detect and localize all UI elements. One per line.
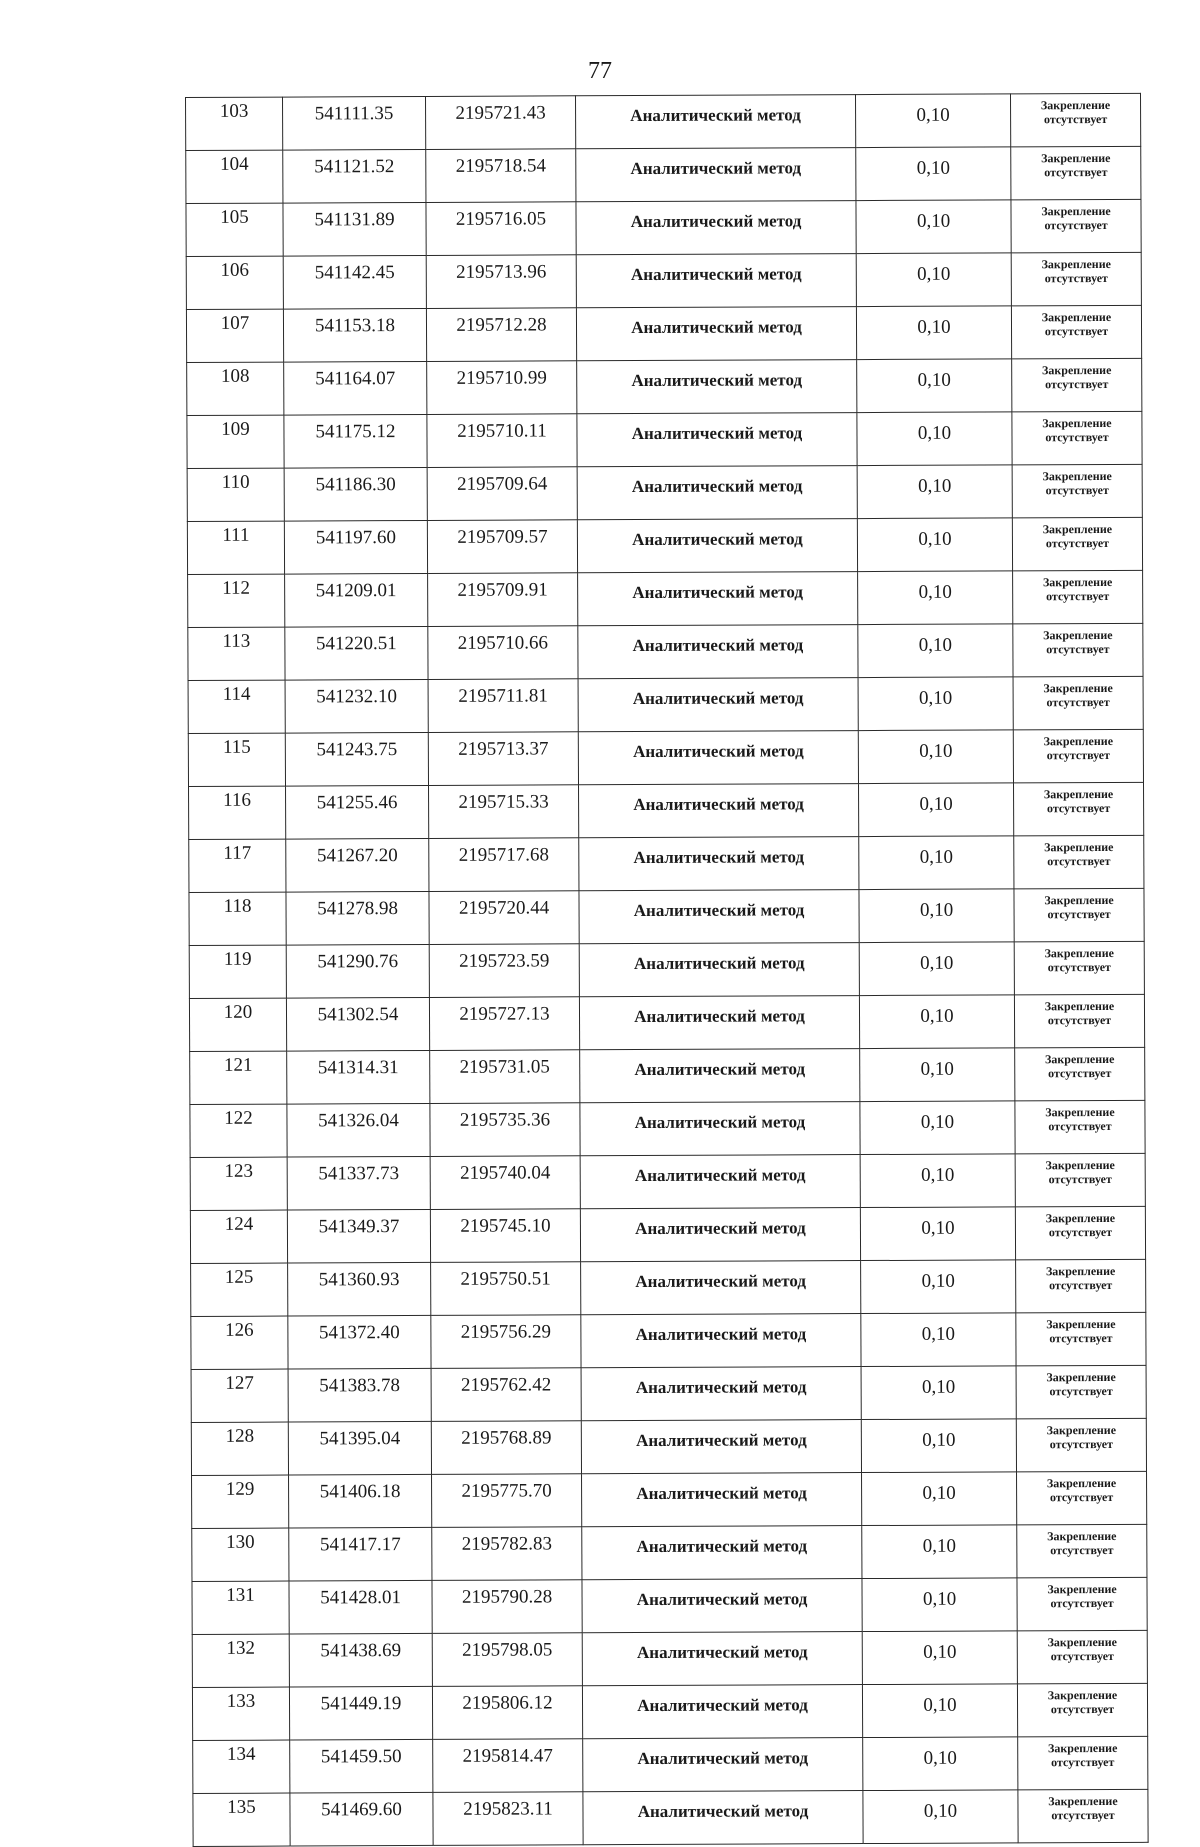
method-cell: Аналитический метод [582,1526,862,1580]
fixing-cell: Закрепление отсутствует [1013,729,1143,783]
x-coordinate-cell: 541209.01 [285,573,428,627]
y-coordinate-cell: 2195768.89 [431,1421,581,1475]
table-row [192,1471,1147,1528]
point-number-cell: 109 [187,415,284,468]
y-coordinate-cell: 2195710.11 [427,414,577,468]
y-coordinate-cell: 2195709.91 [428,573,578,627]
accuracy-cell: 0,10 [863,1737,1018,1791]
method-cell: Аналитический метод [583,1738,863,1792]
accuracy-cell: 0,10 [860,1101,1015,1155]
method-cell: Аналитический метод [576,307,856,361]
point-number-cell: 104 [186,150,283,203]
fixing-cell: Закрепление отсутствует [1017,1630,1147,1684]
y-coordinate-cell: 2195710.99 [427,361,577,415]
point-number-cell: 128 [191,1422,288,1475]
x-coordinate-cell: 541302.54 [286,997,429,1051]
table-row [192,1683,1147,1740]
x-coordinate-cell: 541175.12 [284,414,427,468]
x-coordinate-cell: 541243.75 [285,732,428,786]
method-cell: Аналитический метод [580,1155,860,1209]
table-row [188,676,1143,733]
y-coordinate-cell: 2195713.96 [426,255,576,309]
table-row [186,93,1141,150]
method-cell: Аналитический метод [582,1579,862,1633]
x-coordinate-cell: 541428.01 [289,1580,432,1634]
y-coordinate-cell: 2195775.70 [432,1474,582,1528]
accuracy-cell: 0,10 [859,942,1014,996]
fixing-cell: Закрепление отсутствует [1014,994,1144,1048]
method-cell: Аналитический метод [578,625,858,679]
table-row [188,729,1143,786]
table-row [189,994,1144,1051]
accuracy-cell: 0,10 [862,1631,1017,1685]
point-number-cell: 122 [190,1104,287,1157]
fixing-cell: Закрепление отсутствует [1012,358,1142,412]
x-coordinate-cell: 541349.37 [287,1209,430,1263]
y-coordinate-cell: 2195756.29 [431,1315,581,1369]
fixing-cell: Закрепление отсутствует [1016,1365,1146,1419]
point-number-cell: 120 [189,998,286,1051]
fixing-cell: Закрепление отсутствует [1011,305,1141,359]
accuracy-cell: 0,10 [862,1525,1017,1579]
coordinates-table [185,93,1149,1847]
table-row [192,1630,1147,1687]
point-number-cell: 115 [188,733,285,786]
accuracy-cell: 0,10 [855,94,1010,148]
y-coordinate-cell: 2195709.64 [427,467,577,521]
x-coordinate-cell: 541395.04 [288,1421,431,1475]
table-row [189,782,1144,839]
y-coordinate-cell: 2195721.43 [425,96,575,150]
fixing-cell: Закрепление отсутствует [1015,1206,1145,1260]
table-row [193,1789,1148,1846]
accuracy-cell: 0,10 [856,147,1011,201]
method-cell: Аналитический метод [577,519,857,573]
fixing-cell: Закрепление отсутствует [1011,199,1141,253]
accuracy-cell: 0,10 [858,571,1013,625]
method-cell: Аналитический метод [575,95,855,149]
x-coordinate-cell: 541383.78 [288,1368,431,1422]
y-coordinate-cell: 2195782.83 [432,1527,582,1581]
method-cell: Аналитический метод [580,1049,860,1103]
point-number-cell: 106 [186,256,283,309]
y-coordinate-cell: 2195798.05 [432,1633,582,1687]
accuracy-cell: 0,10 [861,1366,1016,1420]
accuracy-cell: 0,10 [861,1419,1016,1473]
table-row [186,305,1141,362]
point-number-cell: 125 [191,1263,288,1316]
method-cell: Аналитический метод [582,1473,862,1527]
point-number-cell: 129 [192,1475,289,1528]
y-coordinate-cell: 2195750.51 [431,1262,581,1316]
fixing-cell: Закрепление отсутствует [1012,411,1142,465]
table-row [190,1206,1145,1263]
x-coordinate-cell: 541142.45 [283,255,426,309]
y-coordinate-cell: 2195731.05 [430,1050,580,1104]
point-number-cell: 127 [191,1369,288,1422]
point-number-cell: 110 [187,468,284,521]
fixing-cell: Закрепление отсутствует [1012,517,1142,571]
table-row [188,570,1143,627]
method-cell: Аналитический метод [578,572,858,626]
accuracy-cell: 0,10 [857,465,1012,519]
y-coordinate-cell: 2195712.28 [426,308,576,362]
table-row [191,1312,1146,1369]
x-coordinate-cell: 541220.51 [285,626,428,680]
page-number: 77 [588,58,612,84]
y-coordinate-cell: 2195727.13 [429,997,579,1051]
accuracy-cell: 0,10 [859,783,1014,837]
y-coordinate-cell: 2195735.36 [430,1103,580,1157]
table-row [187,464,1142,521]
point-number-cell: 134 [193,1740,290,1793]
method-cell: Аналитический метод [579,943,859,997]
method-cell: Аналитический метод [576,148,856,202]
point-number-cell: 133 [192,1687,289,1740]
method-cell: Аналитический метод [581,1314,861,1368]
y-coordinate-cell: 2195762.42 [431,1368,581,1422]
table-row [187,358,1142,415]
x-coordinate-cell: 541197.60 [284,520,427,574]
x-coordinate-cell: 541449.19 [289,1686,432,1740]
accuracy-cell: 0,10 [860,1154,1015,1208]
table-row [189,835,1144,892]
fixing-cell: Закрепление отсутствует [1016,1312,1146,1366]
x-coordinate-cell: 541267.20 [286,838,429,892]
fixing-cell: Закрепление отсутствует [1017,1683,1147,1737]
method-cell: Аналитический метод [582,1685,862,1739]
x-coordinate-cell: 541417.17 [289,1527,432,1581]
method-cell: Аналитический метод [579,784,859,838]
y-coordinate-cell: 2195715.33 [429,785,579,839]
table-row [189,888,1144,945]
x-coordinate-cell: 541255.46 [286,785,429,839]
y-coordinate-cell: 2195823.11 [433,1792,583,1846]
accuracy-cell: 0,10 [856,253,1011,307]
y-coordinate-cell: 2195814.47 [433,1739,583,1793]
table-row [193,1736,1148,1793]
x-coordinate-cell: 541153.18 [283,308,426,362]
fixing-cell: Закрепление отсутствует [1015,1153,1145,1207]
y-coordinate-cell: 2195710.66 [428,626,578,680]
point-number-cell: 126 [191,1316,288,1369]
point-number-cell: 105 [186,203,283,256]
method-cell: Аналитический метод [577,360,857,414]
x-coordinate-cell: 541131.89 [283,202,426,256]
method-cell: Аналитический метод [578,678,858,732]
fixing-cell: Закрепление отсутствует [1017,1524,1147,1578]
table-row [190,1100,1145,1157]
table-row [192,1524,1147,1581]
accuracy-cell: 0,10 [857,412,1012,466]
fixing-cell: Закрепление отсутствует [1011,252,1141,306]
point-number-cell: 135 [193,1793,290,1846]
method-cell: Аналитический метод [583,1791,863,1845]
accuracy-cell: 0,10 [862,1684,1017,1738]
y-coordinate-cell: 2195709.57 [427,520,577,574]
y-coordinate-cell: 2195717.68 [429,838,579,892]
y-coordinate-cell: 2195806.12 [432,1686,582,1740]
accuracy-cell: 0,10 [862,1472,1017,1526]
table-row [186,199,1141,256]
method-cell: Аналитический метод [581,1420,861,1474]
table-row [191,1259,1146,1316]
method-cell: Аналитический метод [578,731,858,785]
point-number-cell: 112 [188,574,285,627]
fixing-cell: Закрепление отсутствует [1014,782,1144,836]
method-cell: Аналитический метод [579,890,859,944]
method-cell: Аналитический метод [576,201,856,255]
point-number-cell: 103 [186,97,283,150]
table-row [189,941,1144,998]
y-coordinate-cell: 2195716.05 [426,202,576,256]
table-row [191,1365,1146,1422]
point-number-cell: 131 [192,1581,289,1634]
point-number-cell: 108 [187,362,284,415]
table-body [186,93,1149,1846]
point-number-cell: 123 [190,1157,287,1210]
fixing-cell: Закрепление отсутствует [1014,888,1144,942]
table-row [191,1418,1146,1475]
fixing-cell: Закрепление отсутствует [1017,1577,1147,1631]
method-cell: Аналитический метод [580,1102,860,1156]
accuracy-cell: 0,10 [856,200,1011,254]
table-row [186,252,1141,309]
y-coordinate-cell: 2195790.28 [432,1580,582,1634]
accuracy-cell: 0,10 [861,1313,1016,1367]
fixing-cell: Закрепление отсутствует [1014,835,1144,889]
x-coordinate-cell: 541337.73 [287,1156,430,1210]
accuracy-cell: 0,10 [859,836,1014,890]
x-coordinate-cell: 541278.98 [286,891,429,945]
fixing-cell: Закрепление отсутствует [1018,1736,1148,1790]
accuracy-cell: 0,10 [861,1260,1016,1314]
accuracy-cell: 0,10 [857,359,1012,413]
x-coordinate-cell: 541121.52 [283,149,426,203]
accuracy-cell: 0,10 [862,1578,1017,1632]
fixing-cell: Закрепление отсутствует [1016,1259,1146,1313]
point-number-cell: 124 [190,1210,287,1263]
method-cell: Аналитический метод [579,837,859,891]
accuracy-cell: 0,10 [858,624,1013,678]
point-number-cell: 113 [188,627,285,680]
method-cell: Аналитический метод [581,1261,861,1315]
fixing-cell: Закрепление отсутствует [1014,941,1144,995]
x-coordinate-cell: 541186.30 [284,467,427,521]
table-row [190,1153,1145,1210]
y-coordinate-cell: 2195718.54 [426,149,576,203]
table-row [187,517,1142,574]
accuracy-cell: 0,10 [858,730,1013,784]
fixing-cell: Закрепление отсутствует [1010,93,1140,147]
table-row [188,623,1143,680]
table-row [190,1047,1145,1104]
point-number-cell: 114 [188,680,285,733]
x-coordinate-cell: 541469.60 [290,1792,433,1846]
accuracy-cell: 0,10 [859,889,1014,943]
fixing-cell: Закрепление отсутствует [1018,1789,1148,1843]
x-coordinate-cell: 541111.35 [283,96,426,150]
point-number-cell: 116 [189,786,286,839]
x-coordinate-cell: 541290.76 [286,944,429,998]
table-row [186,146,1141,203]
fixing-cell: Закрепление отсутствует [1013,676,1143,730]
fixing-cell: Закрепление отсутствует [1013,623,1143,677]
method-cell: Аналитический метод [577,466,857,520]
accuracy-cell: 0,10 [863,1790,1018,1844]
fixing-cell: Закрепление отсутствует [1015,1100,1145,1154]
fixing-cell: Закрепление отсутствует [1017,1471,1147,1525]
accuracy-cell: 0,10 [856,306,1011,360]
point-number-cell: 132 [192,1634,289,1687]
point-number-cell: 119 [189,945,286,998]
method-cell: Аналитический метод [579,996,859,1050]
point-number-cell: 118 [189,892,286,945]
method-cell: Аналитический метод [577,413,857,467]
y-coordinate-cell: 2195740.04 [430,1156,580,1210]
coordinates-table-container [185,93,1148,1847]
accuracy-cell: 0,10 [858,677,1013,731]
method-cell: Аналитический метод [580,1208,860,1262]
x-coordinate-cell: 541326.04 [287,1103,430,1157]
x-coordinate-cell: 541372.40 [288,1315,431,1369]
accuracy-cell: 0,10 [860,1207,1015,1261]
table-row [187,411,1142,468]
method-cell: Аналитический метод [576,254,856,308]
y-coordinate-cell: 2195723.59 [429,944,579,998]
point-number-cell: 107 [186,309,283,362]
x-coordinate-cell: 541438.69 [289,1633,432,1687]
x-coordinate-cell: 541164.07 [284,361,427,415]
fixing-cell: Закрепление отсутствует [1016,1418,1146,1472]
accuracy-cell: 0,10 [857,518,1012,572]
y-coordinate-cell: 2195711.81 [428,679,578,733]
accuracy-cell: 0,10 [860,1048,1015,1102]
x-coordinate-cell: 541459.50 [290,1739,433,1793]
x-coordinate-cell: 541360.93 [288,1262,431,1316]
y-coordinate-cell: 2195713.37 [428,732,578,786]
fixing-cell: Закрепление отсутствует [1015,1047,1145,1101]
point-number-cell: 130 [192,1528,289,1581]
fixing-cell: Закрепление отсутствует [1012,464,1142,518]
point-number-cell: 121 [190,1051,287,1104]
fixing-cell: Закрепление отсутствует [1011,146,1141,200]
x-coordinate-cell: 541406.18 [289,1474,432,1528]
y-coordinate-cell: 2195745.10 [430,1209,580,1263]
fixing-cell: Закрепление отсутствует [1013,570,1143,624]
method-cell: Аналитический метод [581,1367,861,1421]
method-cell: Аналитический метод [582,1632,862,1686]
point-number-cell: 111 [187,521,284,574]
y-coordinate-cell: 2195720.44 [429,891,579,945]
accuracy-cell: 0,10 [859,995,1014,1049]
point-number-cell: 117 [189,839,286,892]
x-coordinate-cell: 541232.10 [285,679,428,733]
table-row [192,1577,1147,1634]
x-coordinate-cell: 541314.31 [287,1050,430,1104]
